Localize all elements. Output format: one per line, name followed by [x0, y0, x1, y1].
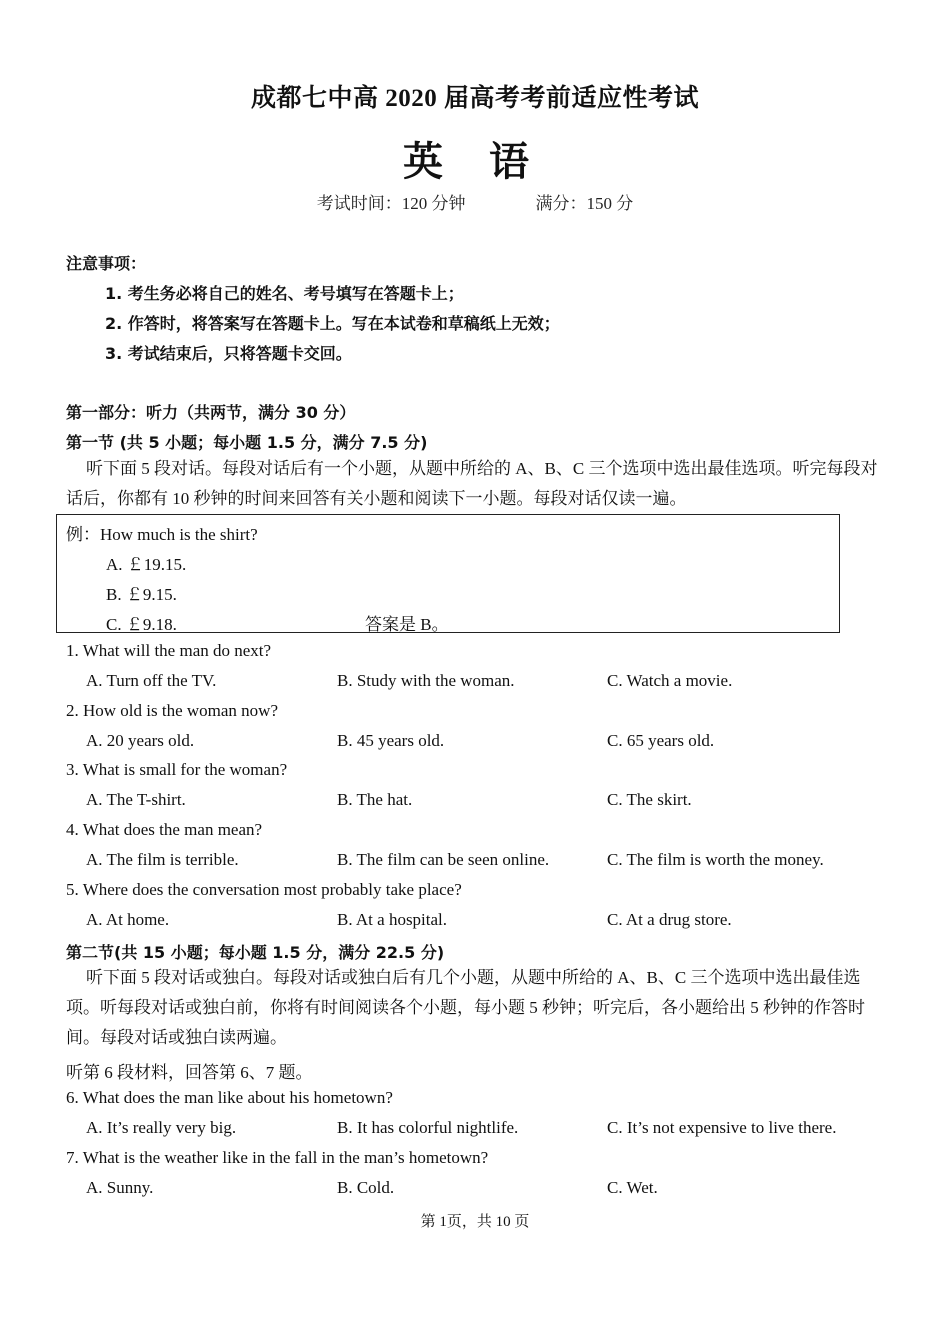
question-1-option-b: B. Study with the woman.	[337, 671, 515, 690]
question-3-option-a: A. The T-shirt.	[86, 790, 186, 809]
question-5-option-b: B. At a hospital.	[337, 910, 448, 929]
question-7-option-a: A. Sunny.	[86, 1178, 154, 1197]
notice-heading: 注意事项：	[66, 254, 147, 273]
exam-time: 考试时间：120 分钟	[316, 194, 466, 213]
question-1-option-c: C. Watch a movie.	[607, 671, 733, 690]
question-2: 2. How old is the woman now?	[66, 701, 279, 720]
question-6-option-c: C. It’s not expensive to live there.	[607, 1118, 837, 1137]
question-1: 1. What will the man do next?	[66, 641, 272, 660]
question-3: 3. What is small for the woman?	[66, 760, 288, 779]
question-7: 7. What is the weather like in the fall in the man’s hometown?	[66, 1148, 489, 1167]
section1-heading: 第一节 (共 5 小题；每小题 1.5 分，满分 7.5 分)	[66, 433, 428, 452]
question-5: 5. Where does the conversation most probably take place?	[66, 880, 462, 899]
question-2-option-a: A. 20 years old.	[86, 731, 195, 750]
question-6-option-a: A. It’s really very big.	[86, 1118, 237, 1137]
example-option-a: A. ￡19.15.	[106, 555, 187, 574]
question-3-option-b: B. The hat.	[337, 790, 413, 809]
example-option-b: B. ￡9.15.	[106, 585, 177, 604]
notice-item-2: 2. 作答时，将答案写在答题卡上。写在本试卷和草稿纸上无效；	[105, 314, 560, 333]
section2-instructions: 听下面 5 段对话或独白。每段对话或独白后有几个小题，从题中所给的 A、B、C 三个选项中选出最佳选项。听每段对话或独白前，你将有时间阅读各个小题，每小题 5 秒钟；听完后，各小题给出 5 秒钟的作答时间。每段对话或独白读两遍。	[66, 968, 865, 1047]
question-6: 6. What does the man like about his hometown?	[66, 1088, 393, 1107]
example-answer: 答案是 B。	[365, 615, 449, 634]
exam-meta	[0, 189, 950, 214]
question-1-option-a: A. Turn off the TV.	[86, 671, 217, 690]
question-5-option-a: A. At home.	[86, 910, 170, 929]
section1-instructions: 听下面 5 段对话。每段对话后有一个小题，从题中所给的 A、B、C 三个选项中选出最佳选项。听完每段对话后，你都有 10 秒钟的时间来回答有关小题和阅读下一小题。每段对话仅读一遍。	[66, 459, 878, 508]
question-4-option-b: B. The film can be seen online.	[337, 850, 550, 869]
question-5-option-c: C. At a drug store.	[607, 910, 732, 929]
question-2-option-c: C. 65 years old.	[607, 731, 715, 750]
section2-material: 听第 6 段材料，回答第 6、7 题。	[66, 1063, 313, 1082]
part1-heading: 第一部分：听力（共两节，满分 30 分）	[66, 403, 356, 422]
question-4-option-a: A. The film is terrible.	[86, 850, 239, 869]
question-3-option-c: C. The skirt.	[607, 790, 692, 809]
question-7-option-b: B. Cold.	[337, 1178, 395, 1197]
exam-title: 成都七中高 2020 届高考考前适应性考试	[250, 85, 699, 112]
question-4-option-c: C. The film is worth the money.	[607, 850, 824, 869]
section2-heading: 第二节(共 15 小题；每小题 1.5 分，满分 22.5 分)	[66, 943, 445, 962]
notice-item-3: 3. 考试结束后，只将答题卡交回。	[105, 344, 352, 363]
question-7-option-c: C. Wet.	[607, 1178, 658, 1197]
notice-item-1: 1. 考生务必将自己的姓名、考号填写在答题卡上；	[105, 284, 464, 303]
example-question: 例：How much is the shirt?	[66, 525, 258, 544]
question-6-option-b: B. It has colorful nightlife.	[337, 1118, 519, 1137]
page-footer: 第 1页，共 10 页	[420, 1214, 530, 1230]
subject-title: 英 语	[403, 139, 547, 184]
example-option-c: C. ￡9.18.	[106, 615, 177, 634]
exam-score: 满分：150 分	[535, 194, 634, 213]
question-4: 4. What does the man mean?	[66, 820, 263, 839]
question-2-option-b: B. 45 years old.	[337, 731, 445, 750]
